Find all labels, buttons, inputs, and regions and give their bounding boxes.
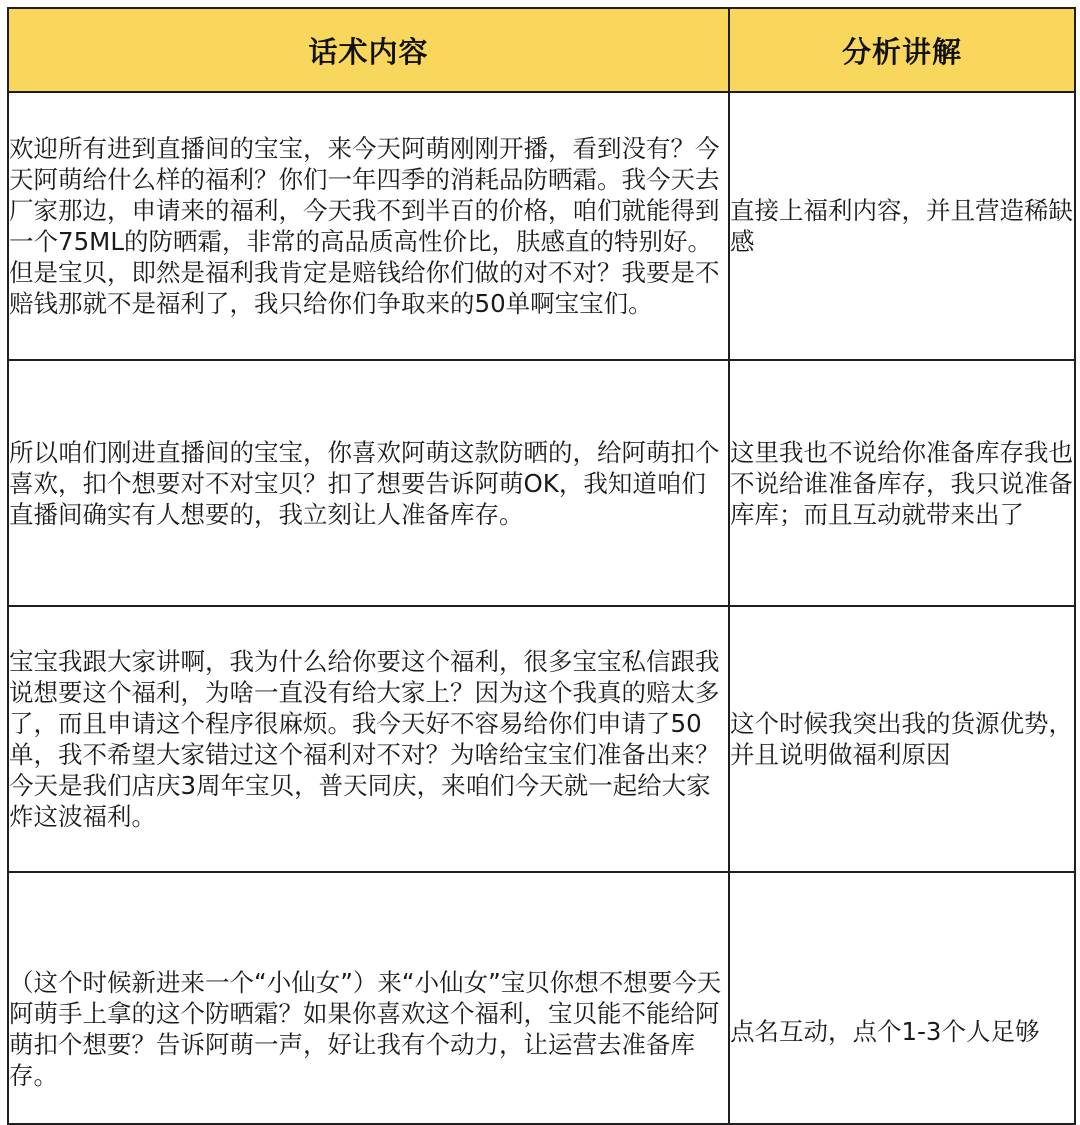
content-cell (8, 360, 729, 606)
analysis-text: 直接上福利内容，并且营造稀缺感 (730, 196, 1073, 256)
analysis-text: 这个时候我突出我的货源优势，并且说明做福利原因 (730, 709, 1073, 769)
table-row (8, 606, 1075, 872)
content-cell (8, 92, 729, 360)
table-row (8, 872, 1075, 1124)
content-text: （这个时候新进来一个“小仙女”）来“小仙女”宝贝你想不想要今天阿萌手上拿的这个防晒霜？如果你喜欢这个福利，宝贝能不能给阿萌扣个想要？告诉阿萌一声，好让我有个动力，让运营去准备库存。 (9, 968, 722, 1090)
table-row (8, 360, 1075, 606)
analysis-cell (729, 360, 1075, 606)
content-column-header: 话术内容 (8, 8, 729, 92)
script-analysis-table (7, 7, 1076, 1125)
analysis-column-header: 分析讲解 (729, 8, 1075, 92)
analysis-cell (729, 606, 1075, 872)
content-text: 所以咱们刚进直播间的宝宝，你喜欢阿萌这款防晒的，给阿萌扣个喜欢，扣个想要对不对宝贝？扣了想要告诉阿萌OK，我知道咱们直播间确实有人想要的，我立刻让人准备库存。 (9, 437, 720, 529)
header-row (8, 8, 1075, 92)
content-text: 宝宝我跟大家讲啊，我为什么给你要这个福利，很多宝宝私信跟我说想要这个福利，为啥一直没有给大家上？因为这个我真的赔太多了，而且申请这个程序很麻烦。我今天好不容易给你们申请了50单，我不希望大家错过这个福利对不对？为啥给宝宝们准备出来？今天是我们店庆3周年宝贝，普天同庆，来咱们今天就一起给大家炸这波福利。 (9, 647, 720, 831)
analysis-text: 点名互动，点个1-3个人足够 (730, 1016, 1040, 1046)
analysis-text: 这里我也不说给你准备库存我也不说给谁准备库存，我只说准备库库；而且互动就带来出了 (730, 437, 1073, 529)
table-row (8, 92, 1075, 360)
analysis-cell (729, 92, 1075, 360)
content-text: 欢迎所有进到直播间的宝宝，来今天阿萌刚刚开播，看到没有？今天阿萌给什么样的福利？你们一年四季的消耗品防晒霜。我今天去厂家那边，申请来的福利，今天我不到半百的价格，咱们就能得到一个75ML的防晒霜，非常的高品质高性价比，肤感直的特别好。但是宝贝，即然是福利我肯定是赔钱给你们做的对不对？我要是不赔钱那就不是福利了，我只给你们争取来的50单啊宝宝们。 (9, 134, 720, 318)
content-cell (8, 606, 729, 872)
content-cell (8, 872, 729, 1124)
analysis-cell (729, 872, 1075, 1124)
